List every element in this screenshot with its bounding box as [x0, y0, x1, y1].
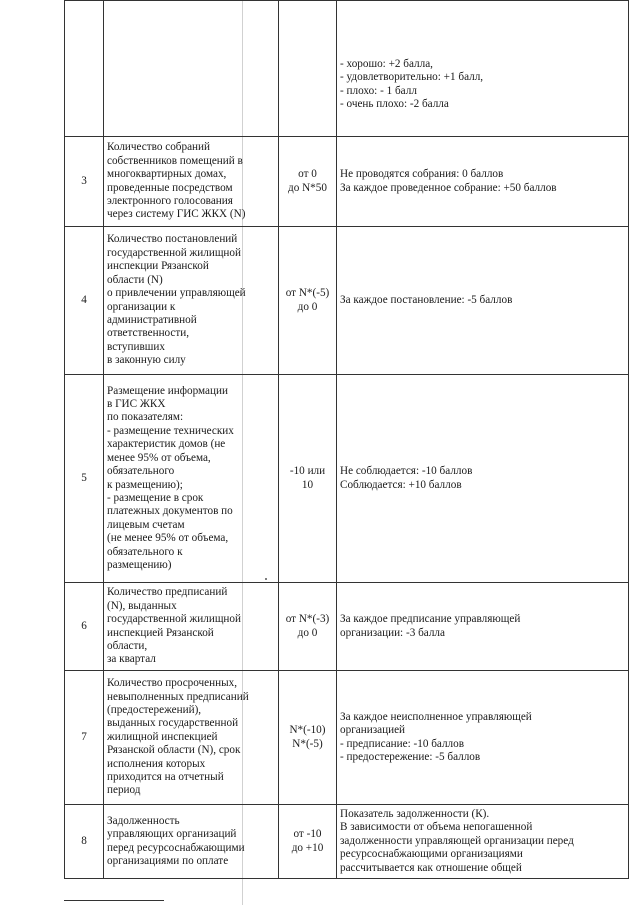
criterion-line: период [107, 784, 141, 797]
criterion-line: (не менее 95% от объема, [107, 532, 229, 545]
criterion-line: выданных государственной [107, 717, 239, 730]
rule-line: Не соблюдается: -10 баллов [340, 465, 473, 478]
criterion-line: собственников помещений в [107, 154, 243, 167]
rule-line: организацией [340, 724, 406, 737]
table-row [65, 137, 629, 227]
range-line: -10 или [289, 465, 326, 478]
criterion-line: через систему ГИС ЖКХ (N) [107, 208, 246, 221]
criterion-line: - размещение в срок [107, 491, 204, 504]
scan-speck [265, 578, 267, 580]
score-range-cell [279, 137, 337, 227]
range-line: N*(-10) [289, 724, 326, 737]
rule-line: рассчитывается как отношение общей [340, 861, 522, 874]
criterion-line: жилищной инспекцией [107, 730, 218, 743]
row-number-cell [65, 1, 104, 137]
criterion-line: Количество просроченных, [107, 677, 238, 690]
criterion-line: (предостережений), [107, 703, 202, 716]
table-row [65, 671, 629, 805]
range-line: от 0 [298, 168, 317, 181]
criterion-line: области, [107, 639, 148, 652]
row-number: 4 [65, 227, 104, 375]
range-line: до N*50 [288, 181, 327, 194]
rule-line: Соблюдается: +10 баллов [340, 478, 462, 491]
criteria-table [64, 0, 629, 879]
rule-line: задолженности управляющей организации перед [340, 834, 574, 847]
score-range-cell [279, 805, 337, 879]
row-number: 3 [65, 137, 104, 227]
rule-line: Показатель задолженности (К). [340, 807, 490, 820]
score-range-cell [279, 227, 337, 375]
criterion-line: размещению) [107, 558, 172, 571]
criterion-line: лицевым счетам [107, 518, 185, 531]
criterion-line: инспекцией Рязанской [107, 626, 214, 639]
scoring-rule-cell [337, 671, 629, 805]
scoring-rule-cell [337, 375, 629, 583]
range-line: от -10 [293, 828, 322, 841]
criterion-line: обязательного к [107, 545, 183, 558]
scoring-rule-cell [337, 805, 629, 879]
row-number: 7 [65, 671, 104, 805]
criterion-line: административной [107, 313, 197, 326]
criterion-name-cell [104, 583, 279, 671]
criterion-line: о привлечении управляющей [107, 287, 246, 300]
criterion-line: - размещение технических [107, 424, 234, 437]
scoring-rule-cell [337, 1, 629, 137]
criterion-line: Размещение информации [107, 384, 228, 397]
criterion-line: области (N) [107, 273, 163, 286]
criterion-line: Количество предписаний [107, 586, 228, 599]
rule-line: За каждое проведенное собрание: +50 баллов [340, 181, 557, 194]
range-line: до 0 [297, 626, 318, 639]
criterion-line: обязательного [107, 465, 175, 478]
score-range-cell [279, 375, 337, 583]
criterion-name-cell [104, 671, 279, 805]
scoring-rule-cell [337, 227, 629, 375]
rule-line: - плохо: - 1 балл [340, 84, 417, 97]
table-row [65, 583, 629, 671]
criterion-line: управляющих организаций [107, 828, 237, 841]
criterion-line: организации к [107, 300, 176, 313]
score-range-cell [279, 671, 337, 805]
criterion-line: электронного голосования [107, 194, 233, 207]
criterion-line: за квартал [107, 653, 156, 666]
criterion-name-cell [104, 375, 279, 583]
table-row [65, 375, 629, 583]
scoring-rule-cell [337, 583, 629, 671]
criterion-line: Количество собраний [107, 141, 211, 154]
row-number: 5 [65, 375, 104, 583]
rule-line: организации: -3 балла [340, 626, 445, 639]
range-line: N*(-5) [292, 737, 323, 750]
row-number: 8 [65, 805, 104, 879]
criterion-line: (N), выданных [107, 599, 177, 612]
criterion-line: менее 95% от объема, [107, 451, 211, 464]
table-row [65, 805, 629, 879]
criterion-line: в ГИС ЖКХ [107, 398, 166, 411]
criterion-line: инспекции Рязанской [107, 260, 209, 273]
scoring-rule-cell [337, 137, 629, 227]
rule-line: - предписание: -10 баллов [340, 737, 465, 750]
rule-line: В зависимости от объема непогашенной [340, 821, 533, 834]
score-range-cell [279, 583, 337, 671]
criterion-line: Задолженность [107, 814, 180, 827]
rule-line: За каждое постановление: -5 баллов [340, 293, 513, 306]
range-line: до +10 [291, 841, 324, 854]
range-line: до 0 [297, 300, 318, 313]
criterion-line: приходится на отчетный [107, 771, 224, 784]
criterion-line: исполнения которых [107, 757, 206, 770]
criterion-line: государственной жилищной [107, 246, 241, 259]
row-number: 6 [65, 583, 104, 671]
criterion-line: государственной жилищной [107, 613, 241, 626]
rule-line: - очень плохо: -2 балла [340, 97, 449, 110]
rule-line: Не проводятся собрания: 0 баллов [340, 168, 504, 181]
criterion-line: проведенные посредством [107, 181, 233, 194]
range-line: 10 [301, 478, 314, 491]
criterion-line: многоквартирных домах, [107, 168, 227, 181]
rule-line: - хорошо: +2 балла, [340, 57, 433, 70]
table-row-continuation [65, 1, 629, 137]
criterion-line: платежных документов по [107, 505, 233, 518]
footnote-separator [64, 900, 164, 901]
range-line: от N*(-5) [285, 287, 330, 300]
rule-line: - удовлетворительно: +1 балл, [340, 71, 484, 84]
criterion-line: Рязанской области (N), срок [107, 744, 241, 757]
rule-line: За каждое неисполненное управляющей [340, 710, 532, 723]
criterion-line: вступивших [107, 340, 165, 353]
rule-line: - предостережение: -5 баллов [340, 750, 481, 763]
criterion-line: Количество постановлений [107, 233, 238, 246]
criterion-name-cell [104, 137, 279, 227]
criterion-line: перед ресурсоснабжающими [107, 841, 245, 854]
rule-line: За каждое предписание управляющей [340, 613, 521, 626]
table-row [65, 227, 629, 375]
criterion-line: по показателям: [107, 411, 184, 424]
criterion-name-cell [104, 1, 279, 137]
score-range-cell [279, 1, 337, 137]
criterion-line: характеристик домов (не [107, 438, 226, 451]
range-line: от N*(-3) [285, 613, 330, 626]
criterion-name-cell [104, 805, 279, 879]
rule-line: ресурсоснабжающими организациями [340, 848, 523, 861]
criterion-line: организациями по оплате [107, 854, 229, 867]
criterion-line: ответственности, [107, 327, 190, 340]
criterion-line: в законную силу [107, 354, 186, 367]
criterion-name-cell [104, 227, 279, 375]
criterion-line: к размещению); [107, 478, 183, 491]
criterion-line: невыполненных предписаний [107, 690, 249, 703]
